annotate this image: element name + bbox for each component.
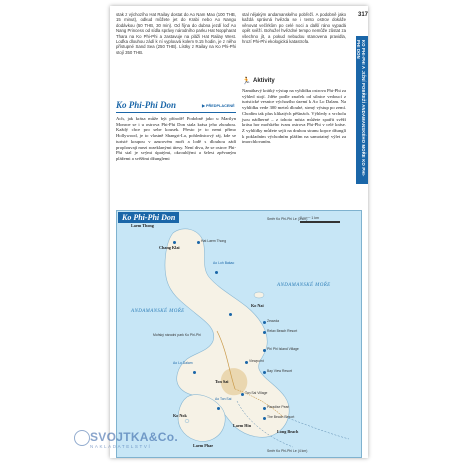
page-number: 317 bbox=[358, 12, 369, 18]
label-viewpoint: Viewpoint bbox=[249, 359, 264, 363]
watermark-name: SVOJTKA&Co. bbox=[90, 430, 178, 444]
map-marker bbox=[263, 331, 266, 334]
label-laem-thong: Laem Thong bbox=[131, 223, 154, 228]
activities-body: Namáhavý krátký výstup na vyhlídku ostrova Phi-Phi za výhled stojí. Jděte podle značek od silnice vedoucí z turistické vesnice výchozího území k Ao Lo Dalam. Na vyhlídku vede 300 metrů dlouhé, strmý výstup po zemí. Chodím tak plus klikatých pěšinách. Výhledy z vrcholu jsou nádherné – z tohoto místa můžete spatřit svěží krásu hor mořského tvaru ostrova Phi-Phi v celé kráse. Z vyhlídky můžete sejít na druhou stranu kopce džunglí k pokladním východním plážím na samotatný výlet za imorchlovaním. bbox=[242, 88, 346, 145]
map-marker bbox=[217, 407, 220, 410]
label-hat-laem-thong: Hat Laem Thong bbox=[201, 239, 227, 243]
label-ko-nok: Ko Nok bbox=[173, 413, 187, 418]
ferry-route-2 bbox=[285, 417, 349, 439]
label-to-phi-phi-le-bottom: Směr Ko Phi-Phi Le (4 km) bbox=[267, 449, 308, 453]
map-marker bbox=[215, 271, 218, 274]
map-marker bbox=[241, 393, 244, 396]
map-marker bbox=[193, 371, 196, 374]
map-marker bbox=[263, 417, 266, 420]
label-relax: Relax Beach Resort bbox=[267, 329, 298, 333]
label-laem-hin: Laem Hin bbox=[233, 423, 252, 428]
text-column-right-top: stal nějakým andamanského pobřeží. A podobně jako každá správná hvězda se i tento ostrov dokáže věnovat večírkům po celé noci a další ráno vypadá opět svěží. Bohužel hvězdné tempo nemůže zůstat za všechno jít, a pokud nebudou stanovena pravidla, hrozí Phi-Phi ekologická katastrofa. bbox=[242, 12, 346, 45]
label-long-beach: Long Beach bbox=[277, 429, 299, 434]
label-village: Ton Sai Village bbox=[245, 391, 268, 395]
chapter-side-tab bbox=[356, 36, 368, 184]
watermark-sub: NAKLADATELSTVÍ bbox=[90, 444, 152, 449]
section-body: Ach, jak krása může být přírodě! Podobně jako u Marilyn Monroe se i u ostrova Phi-Phi Don stala krása jeho zhoubou. Každý chce pro sebe kousek. Přesto je to nemi přímo Hollywood, je to vlastně Shangri-La, pohlednicový ráj, kde se turisté koupou v azurovém moři a lodě s dlouhou zádí proplouvají mezi rozeklanými útesy. Není divu, že se ostrov Phi-Phi stal je svými úpatými, okrouhlými a šelest zpěvaným plážemi a svěžími džunglemi bbox=[116, 116, 236, 161]
label-laem-phae: Laem Phae bbox=[193, 443, 214, 448]
map-marker bbox=[197, 241, 200, 244]
label-zeavola: Zeavola bbox=[267, 319, 280, 323]
chapter-side-text: KO PHI-PHI A JIŽNÍ POBŘEŽÍ ANDAMANSKÉHO MOŘE KO PHI-PHI DON bbox=[356, 40, 366, 177]
label-park: Mořský národní park Ko Phi-Phi bbox=[153, 333, 201, 337]
map-marker bbox=[263, 407, 266, 410]
label-ton-sai: Ton Sai bbox=[215, 379, 229, 384]
activities-heading: Aktivity bbox=[253, 78, 275, 84]
label-phi-phi-island: Phi Phi Island Village bbox=[267, 347, 299, 351]
label-bay-view: Bay View Resort bbox=[267, 369, 293, 373]
map-title: Ko Phi-Phi Don bbox=[118, 212, 179, 223]
section-heading: Ko Phi-Phi Don bbox=[116, 100, 177, 110]
heading-rule bbox=[116, 112, 236, 113]
ko-nai-island bbox=[254, 292, 264, 298]
publisher-watermark bbox=[90, 430, 178, 449]
map-marker bbox=[229, 313, 232, 316]
activities-icon: 🏃 bbox=[242, 77, 251, 85]
map-marker bbox=[173, 241, 176, 244]
label-chang-klai: Chang Klai bbox=[159, 245, 180, 250]
map-marker bbox=[263, 321, 266, 324]
label-ao-loh-bakao: Ao Loh Bakao bbox=[213, 261, 235, 265]
map-scale-bar bbox=[300, 221, 340, 223]
label-the-beach: The Beach Resort bbox=[267, 415, 295, 419]
label-sea-east: ANDAMANSKÉ MOŘE bbox=[277, 283, 331, 288]
label-ao-ton-sai: Ao Ton Sai bbox=[215, 397, 232, 401]
map-marker bbox=[263, 371, 266, 374]
ko-nok-island bbox=[185, 420, 189, 423]
island-map bbox=[116, 210, 362, 458]
map-marker bbox=[245, 361, 248, 364]
label-ao-lo-dalam: Ao Lo Dalam bbox=[173, 361, 193, 365]
map-ref-label: ▶ PŘEDPLACENÉ bbox=[202, 104, 235, 108]
book-page bbox=[110, 6, 368, 458]
text-column-left-top: stak z výchozího Hat Railay dostat do Ao Nam Mao (100 THB, 15 minut), odkud můžete jet do Krabi nebo Ao Nangu dodávkou (50 THB, 30 min). Od října do dubna jezdí loď Ao Nang Princess od sídla správy národního parku Hat Noppharat Thara na Ko Phi-Phi a zastavuje na pláži Hat Railay West. Loďka dlouhou zádí k ní vyplouvá kolem 9.15 hodin, je z něho přístupné Sand Sea (250 THB). Lístky z Railay na Ko Phi-Phi stojí 350 THB. bbox=[116, 12, 236, 55]
label-sea-west: ANDAMANSKÉ MOŘE bbox=[131, 309, 185, 314]
map-marker bbox=[263, 349, 266, 352]
label-ko-nai: Ko Nai bbox=[251, 303, 264, 308]
label-paradise: Paradise Pearl bbox=[267, 405, 290, 409]
map-scale: 0 ─── 1 km bbox=[300, 216, 319, 220]
publisher-logo-icon bbox=[74, 430, 90, 446]
label-to-phi-phi-le-top: Směr Ko Phi-Phi Le (3 km) bbox=[267, 217, 308, 221]
